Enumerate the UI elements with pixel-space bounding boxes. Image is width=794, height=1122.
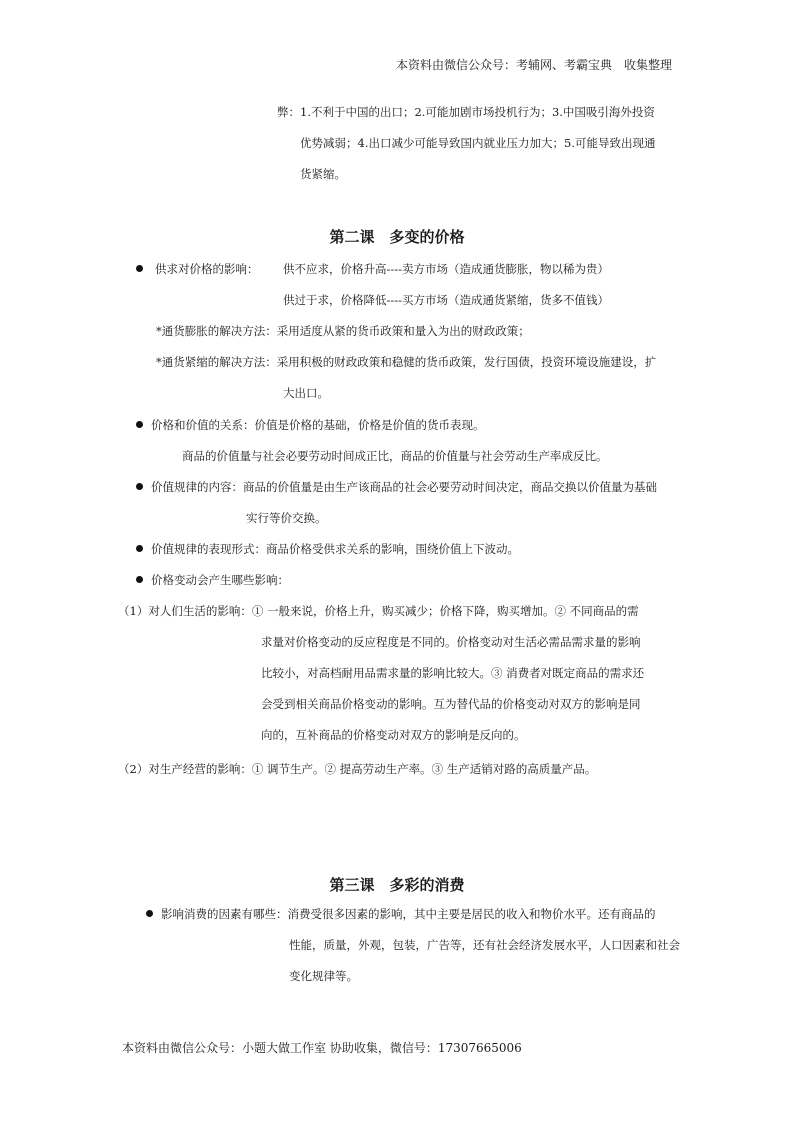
bullet-icon (136, 421, 143, 428)
bullet-icon (136, 576, 143, 583)
bullet-icon (136, 483, 143, 490)
effect-life-line-3: 比较小，对高档耐用品需求量的影响比较大。③ 消费者对既定商品的需求还 (261, 666, 645, 680)
consumption-factors-line-3: 变化规律等。 (289, 969, 358, 983)
effect-life-line-2: 求量对价格变动的反应程度是不同的。价格变动对生活必需品需求量的影响 (261, 635, 641, 649)
lesson-2-title: 第二课 多变的价格 (329, 228, 465, 246)
effect-life-line-5: 向的，互补商品的价格变动对双方的影响是反向的。 (261, 728, 526, 742)
bullet-icon (136, 545, 143, 552)
supply-demand-line-2: 供过于求，价格降低----买方市场（造成通货紧缩，货多不值钱） (283, 293, 610, 307)
intro-line-2: 优势减弱；4.出口减少可能导致国内就业压力加大；5.可能导致出现通 (300, 136, 656, 150)
page-footer: 本资料由微信公众号：小题大做工作室 协助收集，微信号：17307665006 (122, 1041, 522, 1055)
supply-demand-line-1: 供不应求，价格升高----卖方市场（造成通货膨胀，物以稀为贵） (283, 262, 610, 276)
bullet-icon (136, 265, 143, 272)
page-header: 本资料由微信公众号：考辅网、考霸宝典 收集整理 (395, 58, 672, 72)
bullet-icon (146, 910, 153, 917)
law-of-value-content-line-2: 实行等价交换。 (246, 511, 327, 525)
effect-life-line-4: 会受到相关商品价格变动的影响。互为替代品的价格变动对双方的影响是同 (261, 697, 641, 711)
deflation-solution-line-1: *通货紧缩的解决方法：采用积极的财政政策和稳健的货币政策，发行国债，投资环境设施建设，扩 (156, 355, 657, 369)
deflation-solution-line-2: 大出口。 (283, 386, 329, 400)
law-of-value-content-line-1: 价值规律的内容：商品的价值量是由生产该商品的社会必要劳动时间决定，商品交换以价值量为基础 (151, 480, 657, 494)
price-value-relation: 价格和价值的关系：价值是价格的基础，价格是价值的货币表现。 (151, 418, 485, 432)
consumption-factors-line-1: 影响消费的因素有哪些：消费受很多因素的影响，其中主要是居民的收入和物价水平。还有商品的 (161, 907, 656, 921)
value-quantity-relation: 商品的价值量与社会必要劳动时间成正比，商品的价值量与社会劳动生产率成反比。 (182, 449, 608, 463)
intro-line-1: 弊：1.不利于中国的出口；2.可能加剧市场投机行为；3.中国吸引海外投资 (277, 105, 655, 119)
price-change-effects-title: 价格变动会产生哪些影响： (151, 573, 289, 587)
effect-production: （2）对生产经营的影响：① 调节生产。② 提高劳动生产率。③ 生产适销对路的高质量产品。 (118, 762, 597, 776)
law-of-value-form: 价值规律的表现形式：商品价格受供求关系的影响，围绕价值上下波动。 (151, 542, 519, 556)
supply-demand-label: 供求对价格的影响： (155, 262, 259, 276)
intro-line-3: 货紧缩。 (300, 167, 346, 181)
lesson-3-title: 第三课 多彩的消费 (329, 876, 465, 894)
effect-life-line-1: （1）对人们生活的影响：① 一般来说，价格上升，购买减少；价格下降，购买增加。② 不同商品的需 (118, 604, 639, 618)
inflation-solution: *通货膨胀的解决方法：采用适度从紧的货币政策和量入为出的财政政策； (156, 324, 530, 338)
consumption-factors-line-2: 性能，质量，外观，包装，广告等，还有社会经济发展水平，人口因素和社会 (289, 938, 680, 952)
